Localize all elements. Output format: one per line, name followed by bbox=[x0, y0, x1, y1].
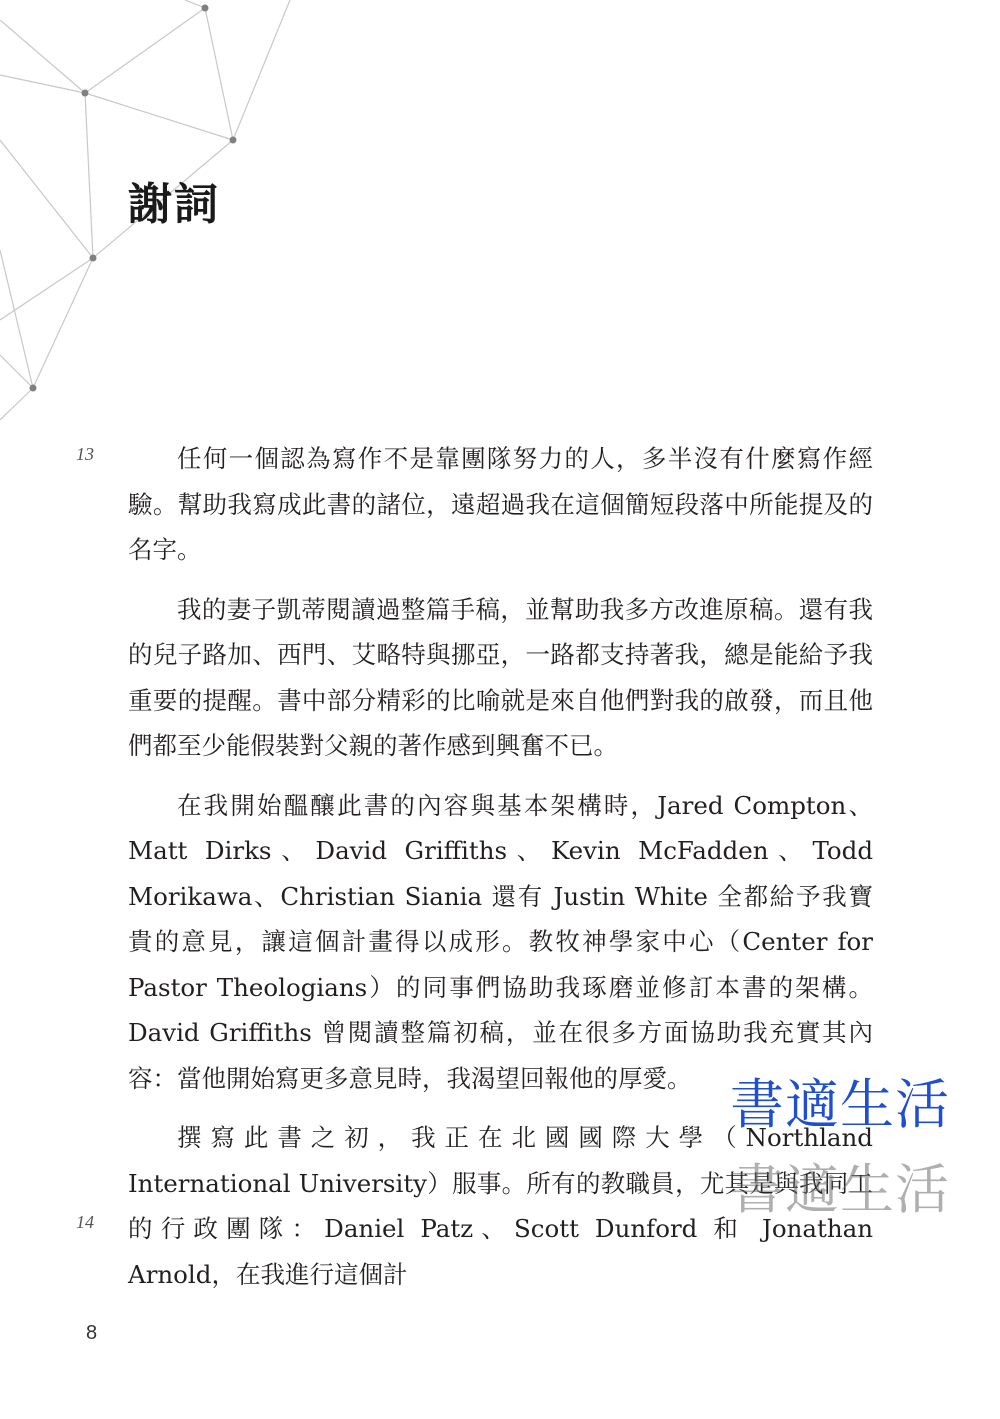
watermark-gray: 書適生活 bbox=[730, 1158, 950, 1221]
page-number: 8 bbox=[86, 1322, 98, 1344]
decor-dot bbox=[202, 5, 209, 12]
decor-dot bbox=[82, 90, 89, 97]
paragraph: 撰寫此書之初，我正在北國國際大學（Northland International University）服事。所有的教職員，尤其是與我同工的行政團隊：Daniel Patz、Scott Dunford 和 Jonathan Arnold，在我進行這個計 bbox=[128, 1123, 873, 1289]
page-title: 謝詞 bbox=[128, 179, 220, 230]
paragraph: 任何一個認為寫作不是靠團隊努力的人，多半沒有什麼寫作經驗。幫助我寫成此書的諸位，遠超過我在這個簡短段落中所能提及的名字。 bbox=[128, 444, 873, 564]
decor-dot bbox=[30, 385, 37, 392]
margin-number-bottom: 14 bbox=[76, 1212, 94, 1232]
decor-dot bbox=[90, 255, 97, 262]
margin-number-top: 13 bbox=[76, 444, 94, 464]
geometric-network-decoration bbox=[0, 0, 320, 470]
paragraph: 我的妻子凱蒂閱讀過整篇手稿，並幫助我多方改進原稿。還有我的兒子路加、西門、艾略特與挪亞，一路都支持著我，總是能給予我重要的提醒。書中部分精彩的比喻就是來自他們對我的啟發，而且他們都至少能假裝對父親的著作感到興奮不已。 bbox=[128, 594, 873, 760]
watermark-blue: 書適生活 bbox=[730, 1073, 950, 1136]
decor-dot bbox=[230, 137, 237, 144]
paragraph: 在我開始醞釀此書的內容與基本架構時，Jared Compton、Matt Dirks、David Griffiths、Kevin McFadden、Todd Morikawa、Christian Siania 還有 Justin White 全都給予我寶貴的意見，讓這個計畫得以成形。教牧神學家中心（Center for Pastor Theologians）的同事們協助我琢磨並修訂本書的架構。David Griffiths 曾閱讀整篇初稿，並在很多方面協助我充實其內容：當他開始寫更多意見時，我渴望回報他的厚愛。 bbox=[128, 790, 873, 1093]
